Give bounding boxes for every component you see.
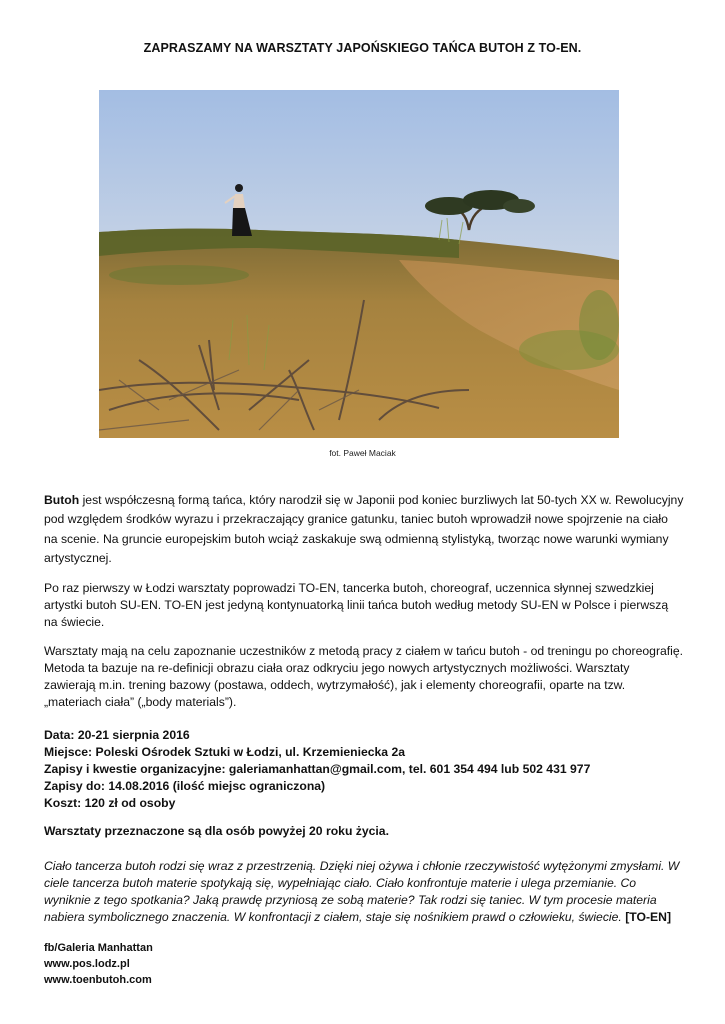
footer-links bbox=[44, 940, 153, 988]
footer-link-pos[interactable]: www.pos.lodz.pl bbox=[44, 958, 130, 970]
quote-signature: [TO-EN] bbox=[625, 910, 672, 924]
quote-paragraph bbox=[44, 858, 684, 926]
event-deadline: Zapisy do: 14.08.2016 (ilość miejsc ograniczona) bbox=[44, 779, 326, 793]
page-title: ZAPRASZAMY NA WARSZTATY JAPOŃSKIEGO TAŃCA BUTOH Z TO-EN. bbox=[143, 41, 582, 55]
intro-text: jest współczesną formą tańca, który narodził się w Japonii pod koniec burzliwych lat 50-tych XX w. Rewolucyjny pod względem środków wyrazu i przekraczający granice gatunku, taniec butoh wprowadził nowe spojrzenie na ciało na scenie. Na gruncie europejskim butoh wciąż zaskakuje swą odmienną stylistyką, tworząc nowe warunki wymiany artystycznej. bbox=[44, 493, 684, 565]
event-place: Miejsce: Poleski Ośrodek Sztuki w Łodzi, ul. Krzemieniecka 2a bbox=[44, 745, 406, 759]
paragraph-workshop-goals: Warsztaty mają na celu zapoznanie uczestników z metodą pracy z ciałem w tańcu butoh - od treningu po choreografię. Metoda ta bazuje na re-definicji obrazu ciała oraz odkryciu jego nowych artystycznych możliwości. Warsztaty zawierają m.in. trening bazowy (postawa, oddech, wytrzymałość), jak i elementy choreografii, oparte na tzw. „materiach ciała” („body materials”). bbox=[44, 644, 684, 709]
paragraph-instructor: Po raz pierwszy w Łodzi warsztaty poprowadzi TO-EN, tancerka butoh, choreograf, uczennica słynnej szwedzkiej artystki butoh SU-EN. TO-EN jest jedyną kontynuatorką linii tańca butoh według metody SU-EN w Polsce i pierwszą na świecie. bbox=[44, 581, 669, 629]
footer-link-facebook[interactable]: fb/Galeria Manhattan bbox=[44, 942, 153, 954]
intro-lead: Butoh bbox=[44, 493, 80, 507]
event-date: Data: 20-21 sierpnia 2016 bbox=[44, 728, 190, 742]
event-contact: Zapisy i kwestie organizacyjne: galeriamanhattan@gmail.com, tel. 601 354 494 lub 502 431 977 bbox=[44, 762, 591, 776]
grass-patch bbox=[579, 290, 619, 360]
intro-paragraph bbox=[44, 491, 684, 568]
photo-credit: fot. Paweł Maciak bbox=[329, 448, 396, 458]
landscape-photo bbox=[99, 90, 619, 438]
age-note: Warsztaty przeznaczone są dla osób powyżej 20 roku życia. bbox=[44, 824, 389, 838]
event-details bbox=[44, 727, 684, 812]
footer-link-toenbutoh[interactable]: www.toenbutoh.com bbox=[44, 974, 152, 986]
event-cost: Koszt: 120 zł od osoby bbox=[44, 796, 176, 810]
quote-text: Ciało tancerza butoh rodzi się wraz z przestrzenią. Dzięki niej ożywa i chłonie rzeczywistość wytężonymi zmysłami. W ciele tancerza butoh materie spotykają się, wypełniając ciało. Ciało konfrontuje materie i ulega przemianie. Co wyniknie z tego spotkania? Jaką prawdę przyniosą ze sobą materie? Tak rodzi się taniec. W tym procesie materia nabiera symbolicznego znaczenia. W konfrontacji z ciałem, staje się nośnikiem prawd o człowieku, świecie. bbox=[44, 859, 680, 924]
grass-patch bbox=[109, 265, 249, 285]
